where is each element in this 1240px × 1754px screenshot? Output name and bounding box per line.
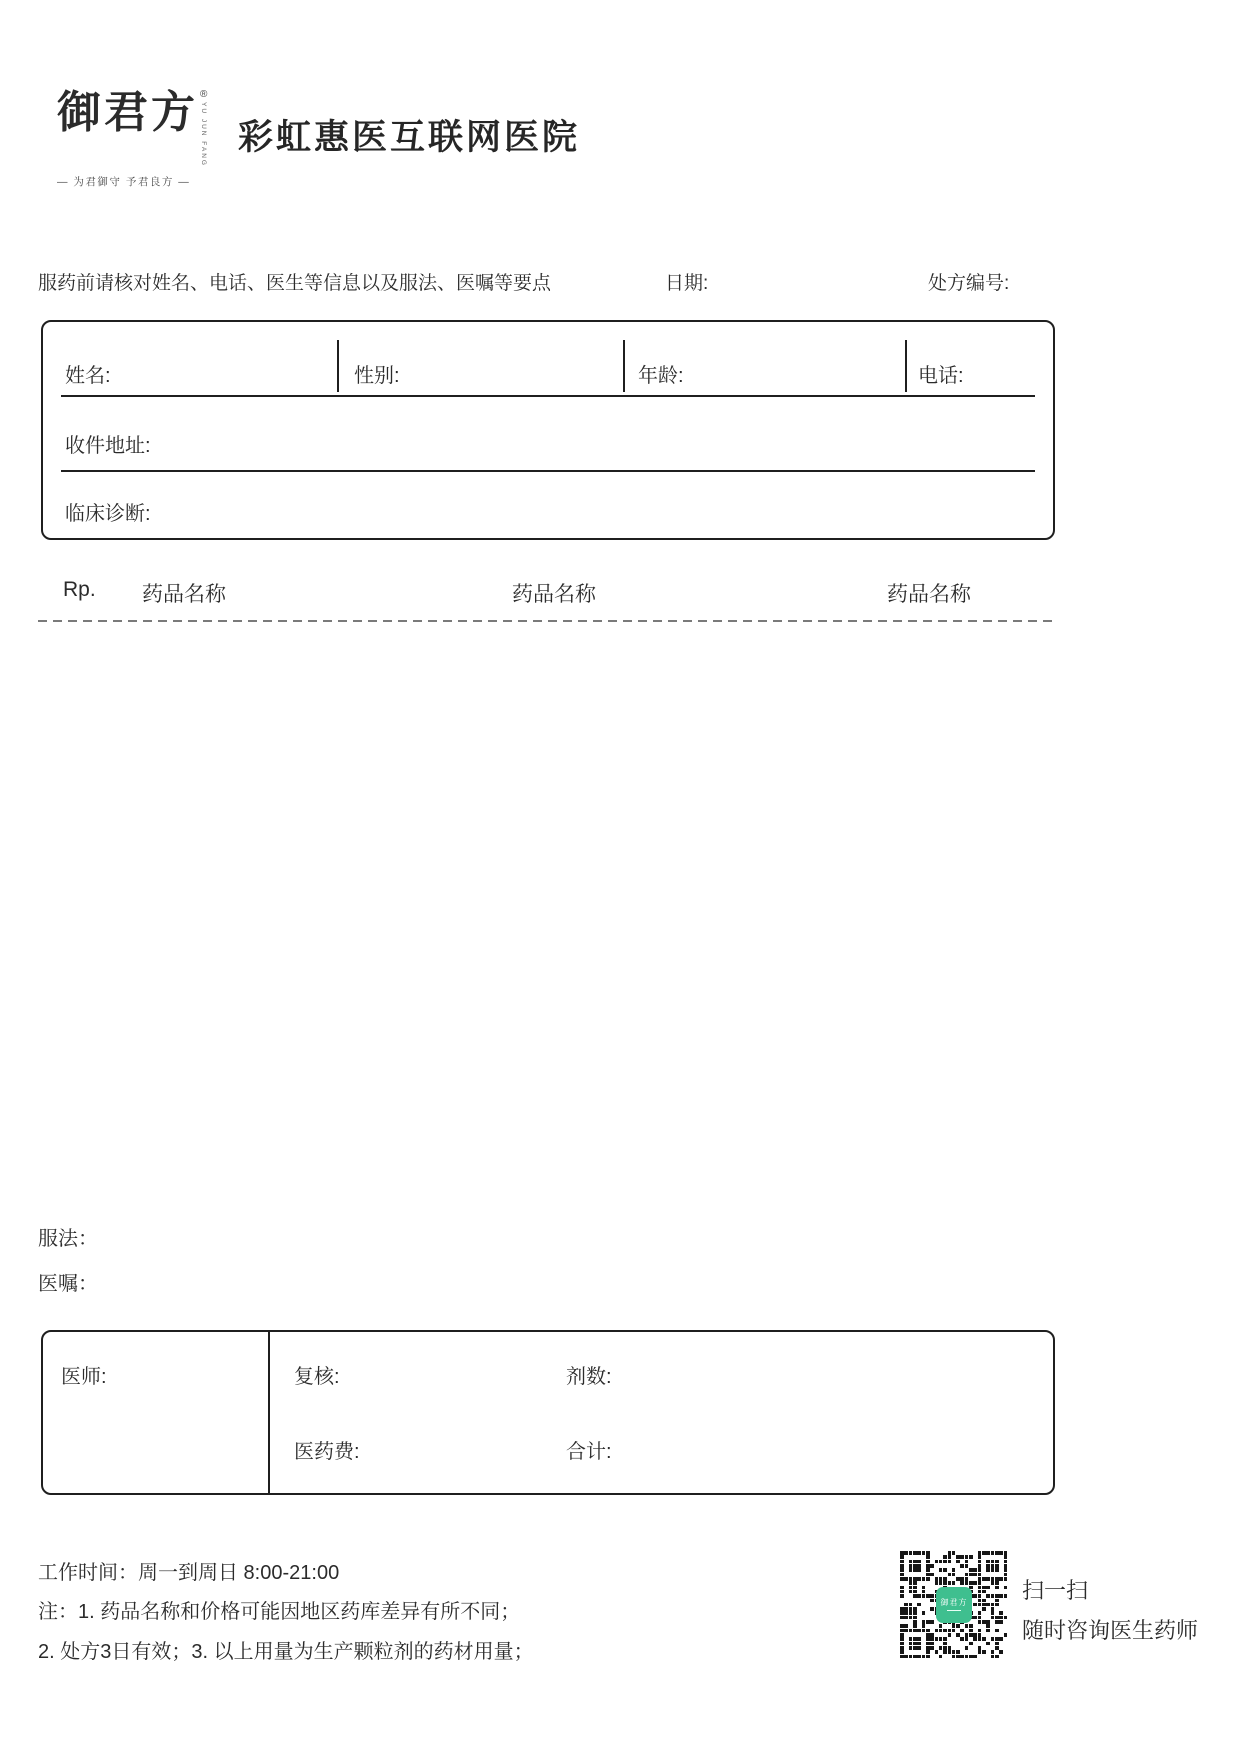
total-label: 合计: <box>566 1441 612 1463</box>
advice-label: 医嘱： <box>38 1273 98 1295</box>
age-label: 年龄: <box>638 365 684 387</box>
registered-trademark-icon: ® <box>200 89 208 100</box>
brand-tagline: — 为君御守 予君良方 — <box>57 175 191 188</box>
qr-badge-text: 御君方 <box>940 1598 968 1607</box>
name-label: 姓名: <box>65 365 111 387</box>
column-divider <box>623 340 625 392</box>
note-line-2: 2. 处方3日有效；3. 以上用量为生产颗粒剂的药材用量； <box>38 1641 534 1663</box>
address-label: 收件地址: <box>65 435 151 457</box>
phone-label: 电话: <box>918 365 964 387</box>
scan-title: 扫一扫 <box>1022 1578 1089 1603</box>
brand-logo-pinyin: YU JUN FANG <box>200 102 208 167</box>
column-divider <box>337 340 339 392</box>
scan-subtitle: 随时咨询医生药师 <box>1022 1618 1199 1643</box>
qr-center-badge <box>936 1587 972 1623</box>
check-notice-text: 服药前请核对姓名、电话、医生等信息以及服法、医嘱等要点 <box>38 273 552 294</box>
fee-label: 医药费: <box>294 1441 360 1463</box>
drug-name-column-1: 药品名称 <box>142 583 226 606</box>
drug-name-column-2: 药品名称 <box>512 583 596 606</box>
qr-code <box>900 1551 1008 1659</box>
rp-label: Rp. <box>63 578 96 601</box>
physician-label: 医师: <box>61 1366 107 1388</box>
dashed-separator <box>38 620 1058 622</box>
column-divider <box>905 340 907 392</box>
row-divider <box>61 395 1035 397</box>
review-label: 复核: <box>294 1366 340 1388</box>
rx-number-label: 处方编号: <box>928 273 1010 294</box>
work-hours-text: 工作时间：周一到周日 8:00-21:00 <box>38 1562 340 1584</box>
diagnosis-label: 临床诊断: <box>65 503 151 525</box>
usage-label: 服法： <box>38 1228 98 1250</box>
brand-logo <box>57 87 208 189</box>
patient-info-box <box>41 320 1055 540</box>
drug-name-column-3: 药品名称 <box>887 583 971 606</box>
date-label: 日期: <box>665 273 709 294</box>
brand-logo-text: 御君方 <box>57 87 198 138</box>
hospital-title: 彩虹惠医互联网医院 <box>238 118 581 158</box>
gender-label: 性别: <box>354 365 400 387</box>
doses-label: 剂数: <box>566 1366 612 1388</box>
note-line-1: 注：1. 药品名称和价格可能因地区药库差异有所不同； <box>38 1601 521 1623</box>
signoff-box <box>41 1330 1055 1495</box>
signoff-divider <box>268 1332 270 1493</box>
row-divider <box>61 470 1035 472</box>
qr-badge-underline <box>947 1610 961 1611</box>
